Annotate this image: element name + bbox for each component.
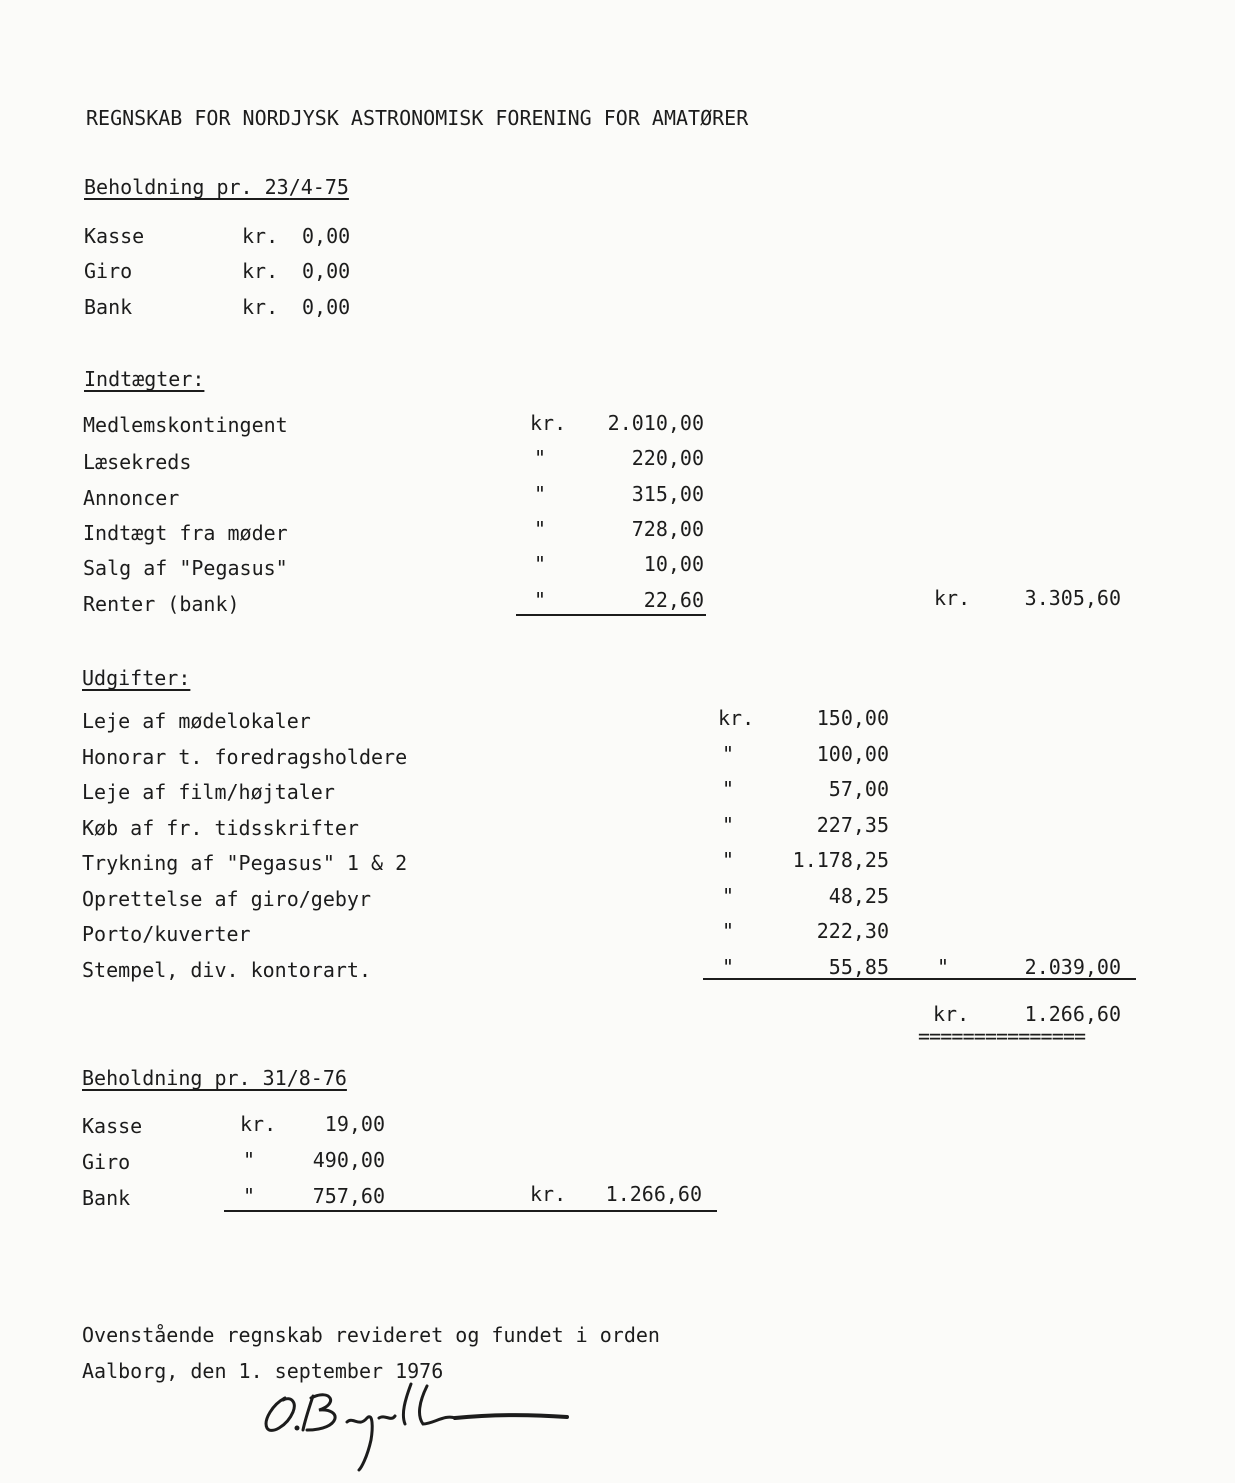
income-row-mark: " (534, 446, 547, 470)
opening-row-label: Bank (84, 295, 133, 319)
expense-total-rule (703, 978, 1136, 980)
expense-row-amount: 57,00 (828, 777, 889, 801)
expense-row-mark: " (722, 813, 735, 837)
opening-row-currency: kr. (242, 295, 279, 319)
income-row-mark: " (534, 517, 547, 541)
result-amount: 1.266,60 (1024, 1002, 1121, 1026)
opening-balance-heading: Beholdning pr. 23/4-75 (84, 175, 349, 199)
income-heading: Indtægter: (84, 367, 205, 391)
opening-row-currency: kr. (242, 259, 279, 283)
expense-row-label: Honorar t. foredragsholdere (82, 745, 408, 769)
closing-row-label: Giro (82, 1150, 131, 1174)
closing-row-mark: " (243, 1184, 256, 1208)
closing-total-rule (224, 1210, 717, 1212)
income-row-amount: 728,00 (631, 517, 704, 541)
closing-total-amount: 1.266,60 (605, 1182, 702, 1206)
income-row-label: Salg af "Pegasus" (83, 556, 288, 580)
place-date: Aalborg, den 1. september 1976 (82, 1359, 444, 1383)
expense-total-amount: 2.039,00 (1024, 955, 1121, 979)
expense-row-mark: kr. (718, 706, 755, 730)
income-row-label: Læsekreds (83, 450, 192, 474)
income-row-mark: " (534, 552, 547, 576)
opening-row-amount: 0,00 (302, 224, 351, 248)
income-row-label: Annoncer (83, 486, 180, 510)
income-row-label: Renter (bank) (83, 592, 240, 616)
opening-row-label: Kasse (84, 224, 145, 248)
expense-row-mark: " (722, 848, 735, 872)
income-row-amount: 10,00 (643, 552, 704, 576)
expenses-heading: Udgifter: (82, 666, 191, 690)
expense-row-label: Leje af mødelokaler (82, 709, 311, 733)
expense-row-amount: 100,00 (816, 742, 889, 766)
expense-row-amount: 222,30 (816, 919, 889, 943)
expense-total-mark: " (937, 955, 950, 979)
expense-row-amount: 227,35 (816, 813, 889, 837)
expense-row-mark: " (722, 955, 735, 979)
expense-row-label: Stempel, div. kontorart. (82, 958, 371, 982)
audit-statement: Ovenstående regnskab revideret og fundet i orden (82, 1323, 660, 1347)
expense-row-mark: " (722, 884, 735, 908)
expense-row-amount: 48,25 (828, 884, 889, 908)
closing-row-amount: 490,00 (312, 1148, 385, 1172)
income-subtotal-rule (516, 614, 706, 616)
expense-row-label: Køb af fr. tidsskrifter (82, 816, 359, 840)
income-row-amount: 22,60 (643, 588, 704, 612)
expense-row-label: Trykning af "Pegasus" 1 & 2 (82, 851, 408, 875)
income-row-mark: " (534, 588, 547, 612)
closing-row-amount: 757,60 (312, 1184, 385, 1208)
closing-balance-heading: Beholdning pr. 31/8-76 (82, 1066, 347, 1090)
expense-row-amount: 1.178,25 (792, 848, 889, 872)
income-row-amount: 220,00 (631, 446, 704, 470)
result-currency: kr. (933, 1002, 970, 1026)
closing-row-label: Bank (82, 1186, 131, 1210)
closing-row-mark: kr. (240, 1112, 277, 1136)
result-double-rule: =============== (918, 1024, 1086, 1048)
expense-row-mark: " (722, 777, 735, 801)
income-total-amount: 3.305,60 (1024, 586, 1121, 610)
expense-row-label: Leje af film/højtaler (82, 780, 335, 804)
income-row-amount: 2.010,00 (607, 411, 704, 435)
expense-row-amount: 150,00 (816, 706, 889, 730)
signature (255, 1378, 585, 1473)
income-row-amount: 315,00 (631, 482, 704, 506)
expense-row-amount: 55,85 (828, 955, 889, 979)
expense-row-label: Porto/kuverter (82, 922, 251, 946)
opening-row-amount: 0,00 (302, 295, 351, 319)
income-row-label: Indtægt fra møder (83, 521, 288, 545)
closing-row-amount: 19,00 (324, 1112, 385, 1136)
expense-row-mark: " (722, 919, 735, 943)
expense-row-label: Oprettelse af giro/gebyr (82, 887, 371, 911)
expense-row-mark: " (722, 742, 735, 766)
income-total-currency: kr. (934, 586, 971, 610)
closing-row-mark: " (243, 1148, 256, 1172)
opening-row-currency: kr. (242, 224, 279, 248)
opening-row-amount: 0,00 (302, 259, 351, 283)
opening-row-label: Giro (84, 259, 133, 283)
income-row-mark: " (534, 482, 547, 506)
income-row-label: Medlemskontingent (83, 413, 288, 437)
income-row-mark: kr. (530, 411, 567, 435)
document-title: REGNSKAB FOR NORDJYSK ASTRONOMISK FORENING FOR AMATØRER (86, 106, 749, 130)
closing-total-currency: kr. (530, 1182, 567, 1206)
closing-row-label: Kasse (82, 1114, 143, 1138)
